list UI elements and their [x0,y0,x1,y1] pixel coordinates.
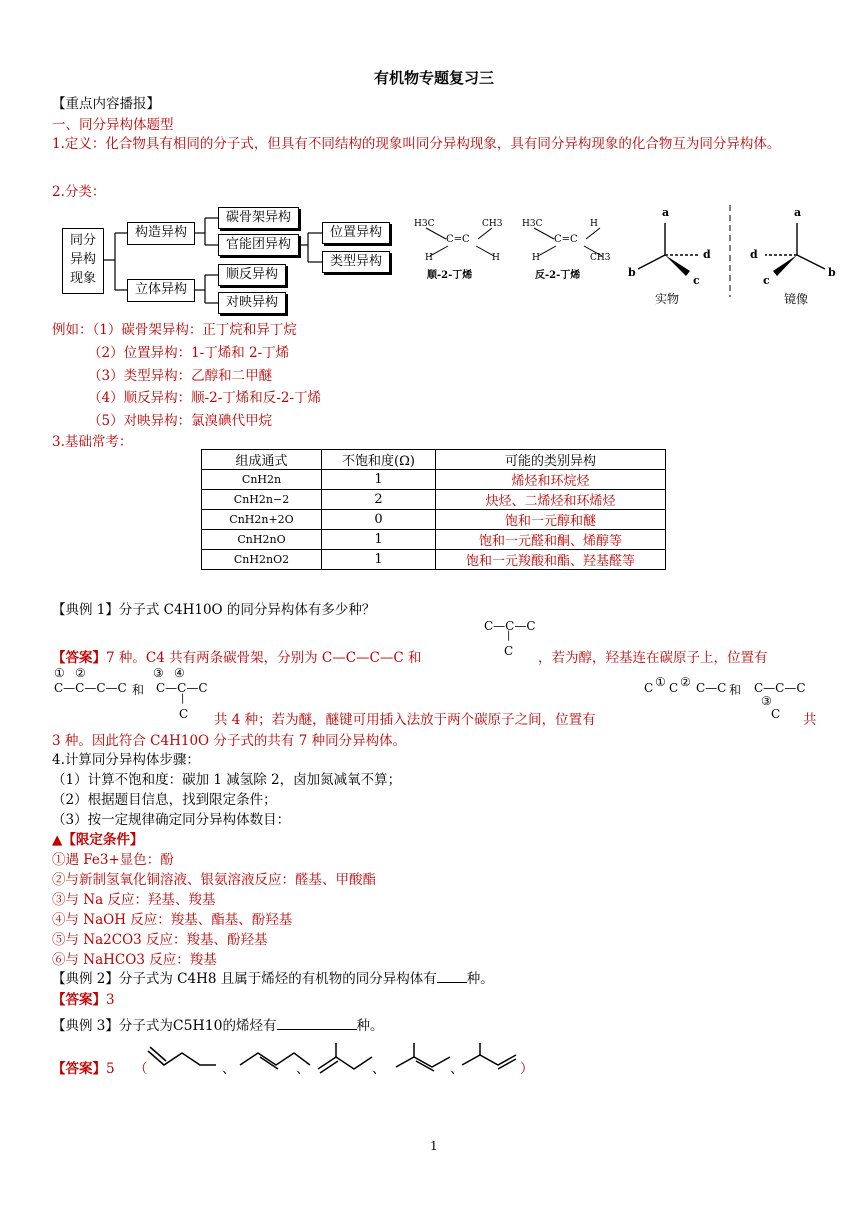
ether-and: 和 [729,683,742,697]
paren-close: ） [520,1061,534,1077]
chain-branched-c: C [179,707,189,721]
table-header-row [202,450,666,470]
branched-chain-c: C [504,644,514,658]
cis-h3c: H3C [414,219,435,229]
separator: 、 [450,1061,464,1077]
example1-answer-line4: 3 种。因此符合 C4H10O 分子式的共有 7 种同分异构体。 [52,733,407,749]
table-cell: 饱和一元醇和醚 [436,510,666,530]
chain-and: 和 [132,683,145,697]
table-cell: CnH2n [202,470,322,490]
cis-h-right: H [492,253,500,263]
tree-enantiomer: 对映异构 [218,292,286,314]
table-cell: 饱和一元羧酸和酯、羟基醛等 [436,550,666,570]
example3-question-mid: 的烯烃有 [222,1018,277,1034]
tree-root-box [62,228,104,294]
tree-structural: 构造异构 [127,222,195,245]
step-2: （2）根据题目信息，找到限定条件； [52,792,277,808]
mirror-atom-b: b [828,266,836,279]
tree-position: 位置异构 [322,222,390,244]
branched-chain-top: C—C—C [484,619,536,633]
trans-h-top: H [590,219,598,229]
real-atom-c: c [693,274,700,287]
condition-item: ⑤与 Na2CO3 反应：羧基、酚羟基 [52,932,268,948]
cis-h-left: H [425,253,433,263]
condition-item: ③与 Na 反应：羟基、羧基 [52,892,216,908]
example-line-1: 例如：（1）碳骨架异构：正丁烷和异丁烷 [52,322,297,338]
steps-title: 4.计算同分异构体步骤： [52,752,200,768]
condition-item: ④与 NaOH 反应：羧基、酯基、酚羟基 [52,912,293,928]
table-cell: 1 [322,530,436,550]
answer-tag: 【答案】 [52,650,106,666]
real-atom-d: d [703,248,711,261]
example1-question: 【典例 1】分子式 C4H10O 的同分异构体有多少种？ [52,602,376,618]
answer-tag: 【答案】 [52,992,106,1008]
trans-double-bond: C=C [554,234,578,245]
ether-c-1: C [644,681,654,695]
trans-h3c: H3C [522,219,543,229]
mirror-atom-d: d [750,248,758,261]
ether-circ-2: ② [680,675,691,689]
real-atom-b: b [628,266,636,279]
table-cell: CnH2nO [202,530,322,550]
example2-blank [437,982,467,983]
ether-branched-c: C [771,707,781,721]
cis-label: 顺-2-丁烯 [427,270,473,281]
chain-branched: C—C—C [156,681,208,695]
conditions-title: ▲【限定条件】 [52,832,144,848]
ether-circ-1: ① [655,675,666,689]
trans-label: 反-2-丁烯 [535,270,581,281]
table-row [202,550,666,570]
tree-carbon-skeleton: 碳骨架异构 [218,207,299,229]
table-row [202,510,666,530]
example1-answer-line3: 共 4 种；若为醚，醚键可用插入法放于两个碳原子之间，位置有 [214,712,596,728]
cis-double-bond: C=C [446,234,470,245]
tree-root-line: 异构 [69,252,96,267]
chain-linear: C—C—C—C [54,681,127,695]
example3-formula: C5H10 [172,1018,223,1034]
table-cell: CnH2nO2 [202,550,322,570]
mirror-atom-c: c [763,274,770,287]
circ-2: ② [75,666,86,680]
table-header: 组成通式 [202,450,322,470]
table-cell: 炔烃、二烯烃和环烯烃 [436,490,666,510]
table-cell: 1 [322,470,436,490]
tree-cis-trans: 顺反异构 [218,264,286,286]
page-number: 1 [430,1139,438,1153]
table-cell: 1 [322,550,436,570]
example2-question-text: 【典例 2】分子式为 C4H8 且属于烯烃的有机物的同分异构体有 [52,971,437,987]
table-cell: 烯烃和环烷烃 [436,470,666,490]
condition-item: ②与新制氢氧化铜溶液、银氨溶液反应：醛基、甲酸酯 [52,872,376,888]
pentene-skeletal-formulas [140,1043,525,1079]
cis-ch3: CH3 [482,219,503,229]
example3-question-text: 【典例 3】分子式为 [52,1018,173,1034]
answer-value: 5 [106,1061,115,1077]
circ-1: ① [54,666,65,680]
example-line-2: （2）位置异构：1-丁烯和 2-丁烯 [88,345,290,361]
tree-functional-group: 官能团异构 [218,234,299,256]
trans-h-left: H [532,253,540,263]
table-row [202,490,666,510]
tree-stereo: 立体异构 [127,279,195,302]
condition-item: ①遇 Fe3+显色：酚 [52,852,174,868]
example1-answer-line1b: ，若为醇，羟基连在碳原子上，位置有 [538,650,768,666]
condition-item: ⑥与 NaHCO3 反应：羧基 [52,952,217,968]
isomer-table [201,449,666,570]
table-cell: 饱和一元醛和酮、烯醇等 [436,530,666,550]
ether-branched: C—C—C [754,681,806,695]
answer-text: 7 种。C4 共有两条碳骨架，分别为 C—C—C—C 和 [106,650,422,666]
table-row [202,470,666,490]
section-heading: 一、同分异构体题型 [52,117,174,133]
ether-c-2: C [669,681,679,695]
ether-chain-end: C—C [696,681,727,695]
page-title: 有机物专题复习三 [373,69,494,87]
separator: 、 [296,1061,310,1077]
example-line-3: （3）类型异构：乙醇和二甲醚 [88,368,273,384]
answer-tag: 【答案】 [52,1061,106,1077]
example3-question-end: 种。 [356,1018,384,1034]
mirror-line [728,205,732,297]
answer-value: 3 [106,992,115,1008]
table-cell: CnH2n−2 [202,490,322,510]
example3-blank [277,1029,357,1030]
table-row [202,530,666,550]
table-header: 可能的类别异构 [436,450,666,470]
mirror-atom-a: a [794,206,802,219]
basics-label: 3.基础常考： [52,434,133,450]
section-header: 【重点内容播报】 [52,96,160,112]
table-cell: 2 [322,490,436,510]
table-cell: 0 [322,510,436,530]
trans-ch3: CH3 [590,253,611,263]
mirror-label: 镜像 [784,292,809,306]
circ-3: ③ [153,666,164,680]
example1-answer-line3b: 共 [803,712,817,728]
classify-label: 2.分类： [52,184,106,200]
separator: 、 [222,1061,236,1077]
step-1: （1）计算不饱和度：碳加 1 减氢除 2，卤加氮减氧不算； [52,772,402,788]
ether-circ-3: ③ [761,694,772,708]
example2-question [52,967,494,987]
paren-open: （ [134,1061,148,1077]
example1-answer-line1 [52,646,422,666]
tree-type: 类型异构 [322,251,390,273]
example3-answer [52,1057,115,1077]
example-line-4: （4）顺反异构：顺-2-丁烯和反-2-丁烯 [88,390,322,406]
table-header: 不饱和度(Ω) [322,450,436,470]
tree-root-line: 同分 [69,233,96,248]
circ-4: ④ [174,666,185,680]
example-line-5: （5）对映异构：氯溴碘代甲烷 [88,413,273,429]
real-label: 实物 [655,292,680,306]
example3-question [52,1014,384,1034]
table-cell: CnH2n+2O [202,510,322,530]
example2-answer [52,988,115,1008]
tree-root-line: 现象 [69,271,96,286]
step-3: （3）按一定规律确定同分异构体数目： [52,812,291,828]
real-atom-a: a [662,206,670,219]
separator: 、 [372,1061,386,1077]
example2-question-end: 种。 [466,971,494,987]
definition-paragraph: 1.定义：化合物具有相同的分子式，但具有不同结构的现象叫同分异构现象，具有同分异构现象的化合物互为同分异构体。 [52,136,781,152]
